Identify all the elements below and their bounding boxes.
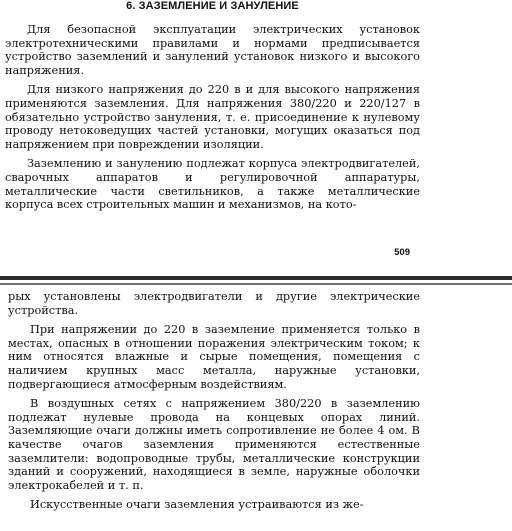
- paragraph-continuation: рых установлены электродвигатели и другие электрические устройства.: [8, 290, 420, 317]
- paragraph: В воздушных сетях с напряжением 380/220 в заземлению подлежат нулевые провода на концевых опорах линий. Заземляющие очаги должны иметь сопротивление не более 4 ом. В качестве очагов заземления применяются естественные заземлители: водопроводные трубы, металлические конструкции зданий и сооружений, находящиеся в земле, наружные оболочки электрокабелей и т. п.: [8, 397, 420, 492]
- bottom-page: [0, 290, 512, 531]
- paragraph: Искусственные очаги заземления устраиваются из же-: [30, 498, 364, 512]
- paragraph: При напряжении до 220 в заземление применяется только в местах, опасных в отношении поражения электрическим током; к ним относятся влажные и сырые помещения, помещения с наличием крупных масс металла, наружные установки, подвергающиеся атмосферным воздействиям.: [8, 323, 420, 391]
- section-heading: 6. ЗАЗЕМЛЕНИЕ И ЗАНУЛЕНИЕ: [126, 0, 299, 12]
- page-divider-thick-line: [0, 276, 512, 280]
- paragraph: Для низкого напряжения до 220 в и для высокого напряжения применяются заземления. Для напряжения 380/220 и 220/127 в обязательно устройство зануления, т. е. присоединение к нулевому проводу нетоковедущих частей установки, могущих оказаться под напряжением при повреждении изоляции.: [5, 83, 420, 151]
- paragraph: Заземлению и занулению подлежат корпуса электродвигателей, сварочных аппаратов и регулировочной аппаратуры, металлические части светильников, а также металлические корпуса всех строительных машин и механизмов, на кото-: [5, 157, 420, 212]
- page-divider-thin-line: [0, 283, 512, 285]
- paragraph: Для безопасной эксплуатации электрических установок электротехническими правилами и нормами предписывается устройство заземлений и занулений установок низкого и высокого напряжения.: [5, 23, 420, 77]
- page-number: 509: [394, 247, 410, 258]
